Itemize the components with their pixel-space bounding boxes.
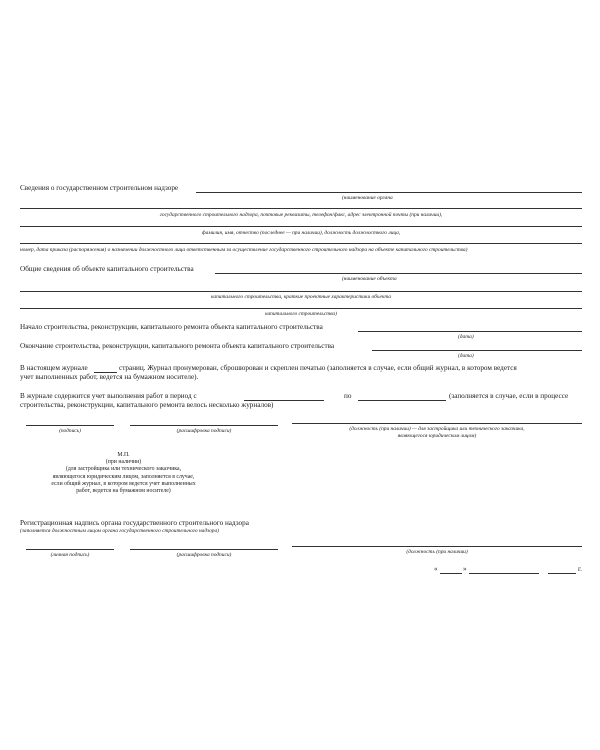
state-supervision-field-4[interactable] (20, 243, 582, 244)
date-open-quote: « (434, 565, 438, 573)
stamp-line: (для застройщика или технического заказчика, (65, 466, 182, 473)
general-info-caption-name2: капитального строительства, краткие проектные характеристики объекта (211, 294, 391, 300)
construction-start-label: Начало строительства, реконструкции, капитального ремонта объекта капитального строительства (20, 323, 323, 331)
stamp-line: являющегося юридическим лицом, заполняется в случае, (52, 473, 195, 480)
stamp-line: работ, ведется на бумажном носителе) (76, 488, 171, 495)
date-year-suffix: г. (578, 565, 582, 573)
signature-decode-caption: (расшифровка подписи) (176, 428, 232, 434)
period-to-label: по (344, 392, 352, 400)
position-caption-2: являющегося юридическим лицом) (397, 433, 477, 439)
personal-signature-caption: (личная подпись) (50, 552, 90, 558)
state-supervision-field[interactable] (196, 192, 582, 193)
state-supervision-field-2[interactable] (20, 208, 582, 209)
date-year-field[interactable] (548, 573, 576, 574)
stamp-block (26, 452, 221, 495)
stamp-line: (при наличии) (105, 459, 142, 466)
registration-position-caption: (должность (при наличии) (406, 549, 468, 555)
state-supervision-label: Сведения о государственном строительном надзоре (20, 184, 179, 192)
personal-signature-field[interactable] (26, 549, 114, 550)
journal-pages-label: В настоящем журнале (20, 364, 88, 372)
signature-caption: (подпись) (59, 428, 81, 434)
position-field[interactable] (292, 423, 582, 424)
journal-pages-text: страниц. Журнал пронумерован, сброшюрован и скреплен печатью (заполняется в случае, если общий журнал, в котором ведется (119, 364, 517, 372)
date-day-field[interactable] (440, 573, 462, 574)
stamp-line: если общий журнал, в котором ведется учет выполненных (51, 480, 196, 487)
stamp-line: М.П. (117, 452, 130, 458)
general-info-field[interactable] (215, 273, 582, 274)
construction-end-label: Окончание строительства, реконструкции, капитального ремонта объекта капитального строительства (20, 342, 335, 350)
signature-decode-field[interactable] (130, 425, 278, 426)
state-supervision-caption-order: номер, дата приказа (распоряжения) о назначении должностного лица ответственным за осуществление государственного строительного надзора на объекте капитального строительства) (20, 247, 468, 253)
registration-decode-caption: (расшифровка подписи) (176, 552, 232, 558)
general-info-field-2[interactable] (20, 291, 582, 292)
construction-start-date-field[interactable] (358, 331, 582, 332)
period-to-field[interactable] (358, 400, 446, 401)
period-label: В журнале содержится учет выполнения работ в период с (20, 392, 197, 400)
construction-end-caption: (дата) (458, 353, 474, 359)
position-caption: (должность (при наличии) — для застройщика или технического заказчика, (349, 426, 525, 432)
construction-end-date-field[interactable] (372, 350, 582, 351)
period-note: (заполняется в случае, если в процессе (449, 392, 569, 400)
state-supervision-caption-org: (наименование органа (342, 195, 393, 201)
signature-field[interactable] (26, 425, 114, 426)
state-supervision-caption-org2: государственного строительного надзора, почтовые реквизиты, телефон/факс, адрес электронной почты (при наличии), (159, 212, 443, 218)
date-close-quote: » (463, 565, 467, 573)
state-supervision-field-3[interactable] (20, 226, 582, 227)
general-info-caption-name: (наименование объекта (342, 276, 397, 282)
general-info-caption-name3: капитального строительства) (265, 311, 337, 317)
construction-start-caption: (дата) (458, 334, 474, 340)
registration-position-field[interactable] (292, 546, 582, 547)
registration-decode-field[interactable] (130, 549, 278, 550)
date-month-field[interactable] (469, 573, 539, 574)
general-info-label: Общие сведения об объекте капитального строительства (20, 265, 194, 273)
state-supervision-caption-name: фамилия, имя, отчество (последнее — при наличии), должность должностного лица, (201, 230, 401, 236)
registration-label: Регистрационная надпись органа государственного строительного надзора (20, 519, 249, 527)
journal-pages-text-2: учет выполненных работ, ведется на бумажном носителе). (20, 373, 199, 381)
period-note-2: строительства, реконструкции, капитального ремонта велось несколько журналов) (20, 401, 274, 409)
registration-caption: (заполняется должностным лицом органа государственного строительного надзора) (20, 528, 219, 534)
general-info-field-3[interactable] (20, 308, 582, 309)
